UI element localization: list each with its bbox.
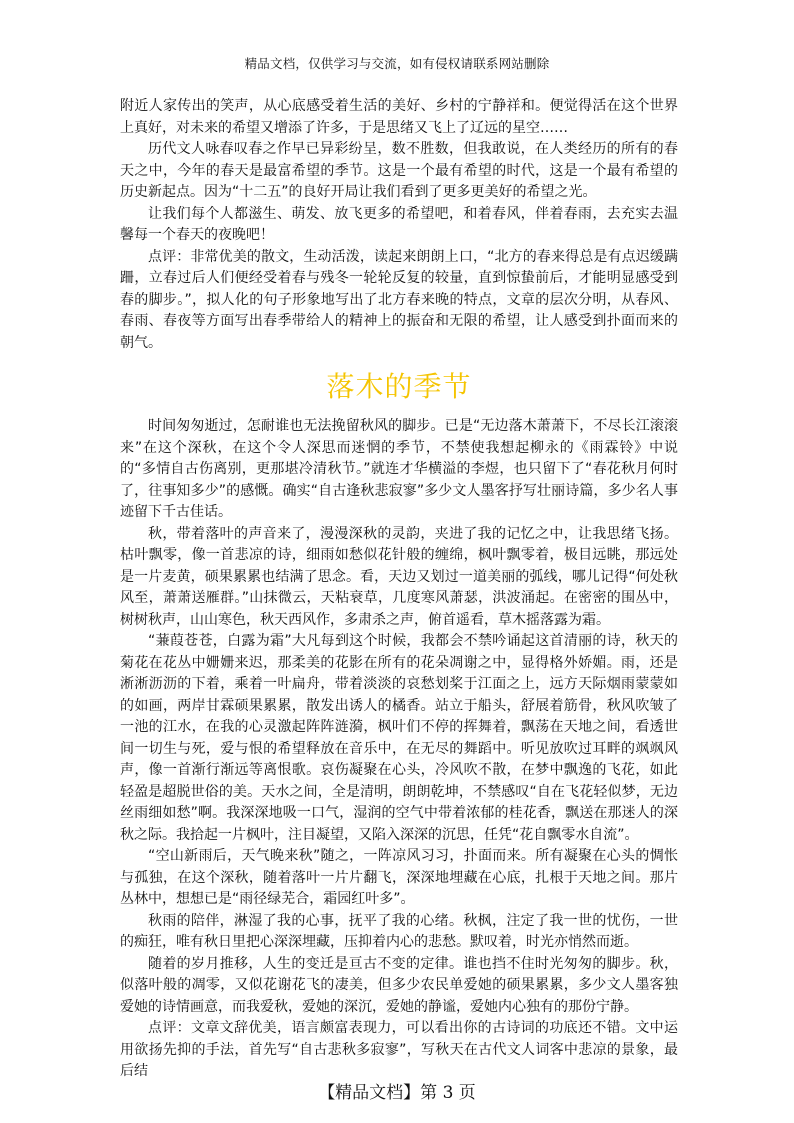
paragraph: “蒹葭苍苍，白露为霜”大凡每到这个时候，我都会不禁吟诵起这首清丽的诗，秋天的菊花在花丛中姗姗来迟，那柔美的花影在所有的花朵凋谢之中，显得格外娇媚。雨，还是淅淅沥沥的下着，乘着一叶扁舟，带着淡淡的哀愁划桨于江面之上，远方天际烟雨蒙蒙如的如画，两岸甘霖硕果累累，散发出诱人的橘香。站立于船头，舒展着筋骨，秋风吹皱了一池的江水，在我的心灵激起阵阵涟漪，枫叶们不停的挥舞着，飘荡在天地之间，看透世间一切生与死，爱与恨的希望释放在音乐中，在无尽的舞蹈中。听见放吹过耳畔的飒飒风声，像一首渐行渐远等离恨歌。哀伤凝聚在心头，冷风吹不散，在梦中飘逸的飞花，如此轻盈是超脱世俗的美。天水之间，全是清明，朗朗乾坤，不禁感叹“自在飞花轻似梦，无边丝雨细如愁”啊。我深深地吸一口气，湿润的空气中带着浓郁的桂花香，飘送在那迷人的深秋之际。我拾起一片枫叶，注目凝望，又陷入深深的沉思，任凭“花自飘零水自流”。 [120,633,678,843]
paragraph: “空山新雨后，天气晚来秋”随之，一阵凉风习习，扑面而来。所有凝聚在心头的惆怅与孤独，在这个深秋，随着落叶一片片翻飞，深深地埋藏在心底，扎根于天地之间。那片丛林中，想想已是“雨径绿芜合，霜园红叶多”。 [120,848,678,907]
commentary-paragraph: 点评：非常优美的散文，生动活泼，读起来朗朗上口，“北方的春来得总是有点迟缓蹒跚，立春过后人们便经受着春与残冬一轮轮反复的较量，直到惊蛰前后，才能明显感受到春的脚步。”，拟人化的句子形象地写出了北方春来晚的特点，文章的层次分明，从春风、春雨、春夜等方面写出春季带给人的精神上的振奋和无限的希望，让人感受到扑面而来的朝气。 [120,248,678,351]
paragraph: 秋雨的陪伴，淋湿了我的心事，抚平了我的心绪。秋枫，注定了我一世的忧伤，一世的痴狂，唯有秋日里把心深深埋藏，压抑着内心的悲愁。默叹着，时光亦悄然而逝。 [120,912,678,950]
essay-title: 落木的季节 [326,370,472,403]
page-footer: 【精品文档】第 3 页 [318,1083,476,1103]
commentary-paragraph: 点评：文章文辞优美，语言颇富表现力，可以看出你的古诗词的功底还不错。文中运用欲扬先抑的手法，首先写“自古悲秋多寂寥”，写秋天在古代文人词客中悲凉的景象，最后结 [120,1020,678,1079]
document-body [120,96,678,1083]
paragraph: 附近人家传出的笑声，从心底感受着生活的美好、乡村的宁静祥和。便觉得活在这个世界上真好，对未来的希望又增添了许多，于是思绪又飞上了辽远的星空…… [120,98,678,136]
paragraph: 秋，带着落叶的声音来了，漫漫深秋的灵韵，夹进了我的记忆之中，让我思绪飞扬。枯叶飘零，像一首悲凉的诗，细雨如愁似花针般的缠绵，枫叶飘零着，极目远眺，那远处是一片麦黄，硕果累累也结满了思念。看，天边又划过一道美丽的弧线，哪儿记得“何处秋风至，萧萧送雁群。”山抹微云，天粘衰草，几度寒风萧瑟，洪波涌起。在密密的围丛中，树树秋声，山山寒色，秋天西风作，多肃杀之声，俯首遥看，草木摇落露为霜。 [120,525,678,628]
paragraph: 随着的岁月推移，人生的变迁是亘古不变的定律。谁也挡不住时光匆匆的脚步。秋，似落叶般的凋零，又似花谢花飞的凄美，但多少农民单爱她的硕果累累，多少文人墨客独爱她的诗情画意，而我爱秋，爱她的深沉，爱她的静谧，爱她内心独有的那份宁静。 [120,955,678,1015]
paragraph: 让我们每个人都滋生、萌发、放飞更多的希望吧，和着春风，伴着春雨，去充实去温馨每一个春天的夜晚吧！ [120,205,678,243]
paragraph: 历代文人咏春叹春之作早已异彩纷呈，数不胜数，但我敢说，在人类经历的所有的春天之中，今年的春天是最富希望的季节。这是一个最有希望的时代，这是一个最有希望的历史新起点。因为“十二五”的良好开局让我们看到了更多更美好的希望之光。 [120,141,678,200]
page-header: 精品文档，仅供学习与交流，如有侵权请联系网站删除 [244,56,550,71]
paragraph: 时间匆匆逝过，怎耐谁也无法挽留秋风的脚步。已是“无边落木萧萧下，不尽长江滚滚来”在这个深秋，在这个令人深思而迷惘的季节，不禁使我想起柳永的《雨霖铃》中说的“多情自古伤离别，更那堪冷清秋节。”就连才华横溢的李煜，也只留下了“春花秋月何时了，往事知多少”的感慨。确实“自古逢秋悲寂寥”多少文人墨客抒写壮丽诗篇，多少名人事迹留下千古佳话。 [120,418,678,520]
